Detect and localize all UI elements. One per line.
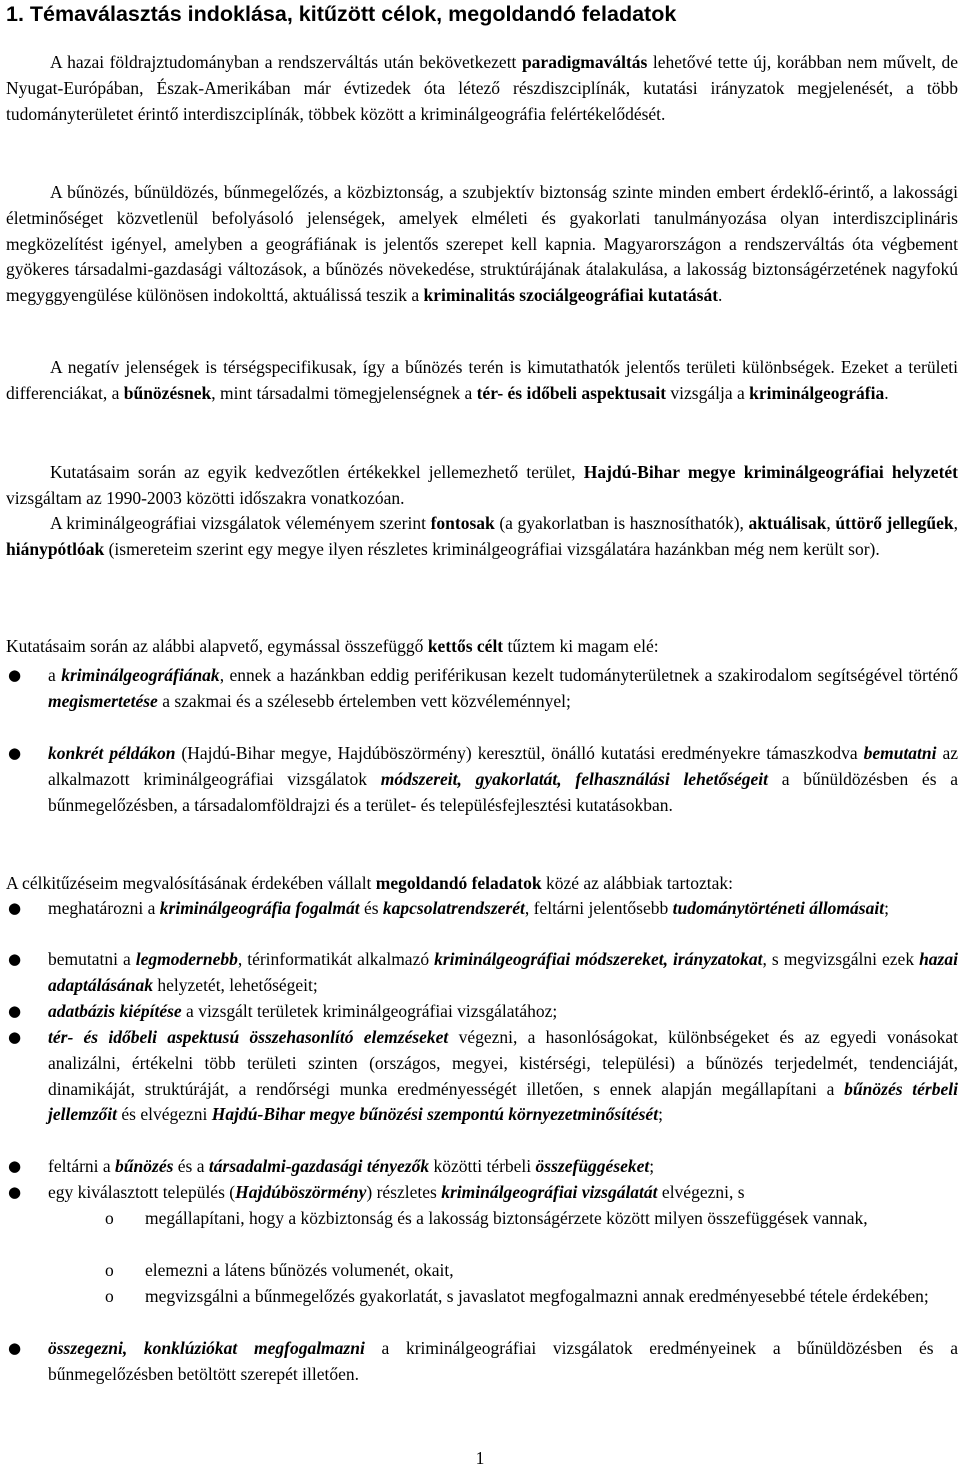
task-text: tér- és időbeli aspektusú összehasonlító elemzéseket végezni, a hasonlóságokat, különbségeket és az egyedi vonásokat analizálni, értékelni több területi szinten (országos, megyei, kistérségi, települési) a bűnözés terjedelmét, tendenciáját, dinamikáját, struktúráját, a rendőrségi munka eredményességét illetően, s ennek alapján megállapítani a bűnözés térbeli jellemzőit és elvégezni Hajdú-Bihar megye bűnözési szempontú környezetminősítését; <box>48 1027 958 1125</box>
subtask-text: elemezni a látens bűnözés volumenét, okait, <box>145 1260 454 1280</box>
bold-text: kriminalitás szociálgeográfiai kutatását <box>423 285 719 306</box>
emphasis-text: Hajdú-Bihar megye bűnözési szempontú környezetminősítését <box>211 1104 659 1125</box>
task-text: összegezni, konklúziókat megfogalmazni a kriminálgeográfiai vizsgálatok eredményeinek a bűnüldözésben és a bűnmegelőzésben betöltött szerepét illetően. <box>48 1338 958 1384</box>
task-list-item <box>8 1336 958 1388</box>
task-list-item <box>8 896 958 922</box>
emphasis-text: társadalmi-gazdasági tényezők <box>208 1156 430 1176</box>
paragraph-crime-context: A bűnözés, bűnüldözés, bűnmegelőzés, a közbiztonság, a szubjektív biztonság szinte minden embert érdeklő-érintő, a lakossági életminőséget közvetlenül befolyásoló jelenségek, amelyek elméleti és gyakorlati tanulmányozása olyan interdiszciplináris megközelítést igényel, amelyben a geográfiának is jelentős szerepet kell kapnia. Magyarországon a rendszerváltás óta végbement gyökeres társadalmi-gazdasági változások, a bűnözés növekedése, struktúrájának átalakulása, a lakosság biztonságérzetének nagyfokú megyggyengülése különösen indokolttá, aktuálissá teszik a kriminalitás szociálgeográfiai kutatását. <box>6 182 958 306</box>
emphasis-text: tudománytörténeti állomásait <box>672 898 885 918</box>
bold-text: kettős célt <box>427 636 504 656</box>
paragraph-study-area: Kutatásaim során az egyik kedvezőtlen értékekkel jellemezhető terület, Hajdú-Bihar megye kriminálgeográfiai helyzetét vizsgáltam az 1990-2003 közötti időszakra vonatkozóan. <box>6 462 958 508</box>
goal-list-item <box>8 741 958 818</box>
emphasis-text: kriminálgeográfiai módszereket, irányzatokat <box>434 949 763 969</box>
paragraph-intro: A hazai földrajztudományban a rendszerváltás után bekövetkezett paradigmaváltás lehetővé tette új, korábban nem művelt, de Nyugat-Európában, Észak-Amerikában már évtizedek óta létező részdiszciplínák, kutatási irányzatok megjelenését, a több tudományterületet érintő interdiszciplínák, többek között a kriminálgeográfia felértékelődését. <box>6 52 959 124</box>
bullet-icon: ● <box>8 899 22 917</box>
bold-text: Hajdú-Bihar megye kriminálgeográfiai helyzetét <box>583 462 958 482</box>
goal-text: konkrét példákon (Hajdú-Bihar megye, Hajdúböszörmény) keresztül, önálló kutatási eredményekre támaszkodva bemutatni az alkalmazott kriminálgeográfiai vizsgálatok módszereit, gyakorlatát, felhasználási lehetőségeit a bűnüldözésben és a bűnmegelőzésben, a társadalomföldrajzi és a terület- és településfejlesztési kutatásokban. <box>48 743 958 815</box>
emphasis-text: konkrét példákon <box>48 743 176 763</box>
emphasis-text: legmodernebb <box>135 949 238 969</box>
task-list-item <box>8 1180 958 1206</box>
circle-bullet-icon: o <box>105 1208 114 1228</box>
bullet-icon: ● <box>8 950 22 968</box>
emphasis-text: összefüggéseket <box>535 1156 650 1176</box>
emphasis-text: kapcsolatrendszerét <box>382 898 525 918</box>
emphasis-text: adatbázis kiépítése <box>48 1001 182 1021</box>
paragraph-regional-differences: A negatív jelenségek is térségspecifikusak, így a bűnözés terén is kimutathatók jelentős területi különbségek. Ezeket a területi differenciákat, a bűnözésnek, mint társadalmi tömegjelenségnek a tér- és időbeli aspektusait vizsgálja a kriminálgeográfia. <box>6 357 958 403</box>
emphasis-text: bűnözés <box>115 1156 174 1176</box>
paragraph-tasks-intro: A célkitűzéseim megvalósításának érdekében vállalt megoldandó feladatok közé az alábbiak tartoztak: <box>6 873 734 893</box>
emphasis-text: tér- és időbeli aspektusú összehasonlító elemzéseket <box>48 1027 449 1047</box>
task-text: feltárni a bűnözés és a társadalmi-gazdasági tényezők közötti térbeli összefüggéseket; <box>48 1156 655 1176</box>
bold-text: paradigmaváltás <box>521 52 648 72</box>
emphasis-text: bemutatni <box>863 743 937 763</box>
bold-text: tér- és időbeli aspektusait <box>476 382 667 403</box>
bold-text: kriminálgeográfia <box>749 382 885 403</box>
paragraph-importance: A kriminálgeográfiai vizsgálatok véleményem szerint fontosak (a gyakorlatban is hasznosíthatók), aktuálisak, úttörő jellegűek, hiánypótlóak (ismereteim szerint egy megye ilyen részletes kriminálgeográfiai vizsgálatára hazánkban még nem került sor). <box>6 513 958 559</box>
task-text: meghatározni a kriminálgeográfia fogalmát és kapcsolatrendszerét, feltárni jelentősebb tudománytörténeti állomásait; <box>48 898 889 918</box>
goal-text: a kriminálgeográfiának, ennek a hazánkban eddig periférikusan kezelt tudományterületnek a szakirodalom segítségével történő megismertetése a szakmai és a szélesebb értelemben vett közvéleménnyel; <box>48 665 958 711</box>
bullet-icon: ● <box>8 666 22 684</box>
task-list-item <box>8 1025 958 1128</box>
emphasis-text: összegezni, konklúziókat megfogalmazni <box>48 1338 365 1358</box>
bold-text: úttörő jellegűek <box>835 513 954 533</box>
emphasis-text: hazai adaptálásának <box>48 949 958 995</box>
task-list-item <box>8 1154 958 1180</box>
circle-bullet-icon: o <box>105 1260 114 1280</box>
bullet-icon: ● <box>8 1183 22 1201</box>
subtask-text: megvizsgálni a bűnmegelőzés gyakorlatát, s javaslatot megfogalmazni annak eredményesebbé tétele érdekében; <box>145 1286 929 1306</box>
emphasis-text: bűnözés térbeli jellemzőit <box>48 1078 958 1125</box>
bullet-icon: ● <box>8 1028 22 1046</box>
bold-text: hiánypótlóak <box>6 538 105 559</box>
emphasis-text: kriminálgeográfia fogalmát <box>159 898 360 918</box>
section-heading: 1. Témaválasztás indoklása, kitűzött célok, megoldandó feladatok <box>6 2 677 26</box>
paragraph-goals-intro: Kutatásaim során az alábbi alapvető, egymással összefüggő kettős célt tűztem ki magam elé: <box>6 636 659 656</box>
emphasis-text: Hajdúböszörmény <box>235 1182 367 1202</box>
task-list-item <box>8 999 958 1025</box>
emphasis-text: megismertetése <box>48 690 158 711</box>
bullet-icon: ● <box>8 1339 22 1357</box>
emphasis-text: módszereit, gyakorlatát, felhasználási lehetőségeit <box>380 768 769 789</box>
emphasis-text: kriminálgeográfiának <box>61 665 220 685</box>
emphasis-text: kriminálgeográfiai vizsgálatát <box>441 1182 658 1202</box>
task-text: adatbázis kiépítése a vizsgált területek kriminálgeográfiai vizsgálatához; <box>48 1001 558 1021</box>
bullet-icon: ● <box>8 1002 22 1020</box>
subtask-list-item <box>105 1258 958 1284</box>
circle-bullet-icon: o <box>105 1286 114 1306</box>
task-text: egy kiválasztott település (Hajdúböszörmény) részletes kriminálgeográfiai vizsgálatát elvégezni, s <box>48 1182 745 1202</box>
subtask-text: megállapítani, hogy a közbiztonság és a lakosság biztonságérzete között milyen összefüggések vannak, <box>145 1208 868 1228</box>
task-list-item <box>8 947 958 999</box>
bold-text: megoldandó feladatok <box>375 873 542 893</box>
page-number: 1 <box>475 1448 485 1468</box>
bold-text: fontosak <box>430 513 495 533</box>
bullet-icon: ● <box>8 744 22 762</box>
subtask-list-item <box>105 1284 958 1310</box>
task-text: bemutatni a legmodernebb, térinformatikát alkalmazó kriminálgeográfiai módszereket, irányzatokat, s megvizsgálni ezek hazai adaptálásának helyzetét, lehetőségeit; <box>48 949 958 995</box>
bold-text: bűnözésnek <box>123 382 212 403</box>
bold-text: aktuálisak <box>748 513 827 533</box>
bullet-icon: ● <box>8 1157 22 1175</box>
goal-list-item <box>8 663 958 715</box>
subtask-list-item <box>105 1206 958 1232</box>
